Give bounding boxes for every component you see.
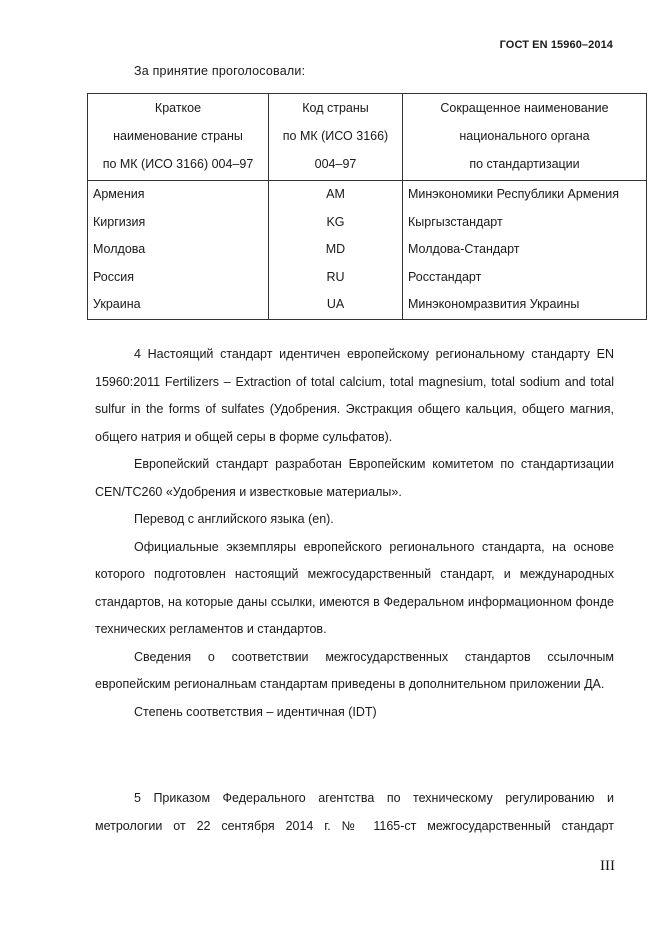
- cell-national-body: Росстандарт: [403, 264, 647, 292]
- table-header-row: [88, 94, 647, 181]
- cell-national-body: Минэкономразвития Украины: [403, 291, 647, 319]
- header-national-body: Сокращенное наименование национального органа по стандартизации: [403, 94, 647, 181]
- section-4: [95, 341, 614, 726]
- paragraph-official-copies: Официальные экземпляры европейского регионального стандарта, на основе которого подготовлен настоящий межгосударственный стандарт, и международных стандартов, на которые даны ссылки, имеются в Федеральном информационном фонде технических регламентов и стандартов.: [95, 539, 614, 636]
- page-number: III: [600, 858, 615, 874]
- voting-intro: За принятие проголосовали:: [134, 64, 306, 78]
- header-country-code: Код страны по МК (ИСО 3166) 004–97: [269, 94, 403, 181]
- cell-national-body: Минэкономики Республики Армения: [403, 181, 647, 209]
- paragraph-translation: Перевод с английского языка (en).: [134, 512, 334, 526]
- cell-country: Украина: [88, 291, 269, 319]
- document-code-header: ГОСТ EN 15960–2014: [499, 39, 613, 51]
- cell-code: AM: [269, 181, 403, 209]
- cell-national-body: Молдова-Стандарт: [403, 236, 647, 264]
- cell-country: Молдова: [88, 236, 269, 264]
- cell-code: KG: [269, 209, 403, 237]
- voting-table: [87, 93, 647, 320]
- section-5: [95, 785, 614, 840]
- paragraph-degree-of-conformity: Степень соответствия – идентичная (IDT): [134, 704, 377, 719]
- table-row: [88, 209, 647, 237]
- paragraph-european-committee: Европейский стандарт разработан Европейским комитетом по стандартизации CEN/TC260 «Удобрения и известковые материалы».: [95, 457, 614, 499]
- cell-country: Россия: [88, 264, 269, 292]
- table-row: [88, 264, 647, 292]
- cell-country: Киргизия: [88, 209, 269, 237]
- paragraph-correspondence: Сведения о соответствии межгосударственных стандартов ссылочным европейским регионалньам стандартам приведены в дополнительном приложении ДА.: [95, 649, 614, 691]
- cell-national-body: Кыргызстандарт: [403, 209, 647, 237]
- cell-country: Армения: [88, 181, 269, 209]
- cell-code: UA: [269, 291, 403, 319]
- paragraph-order: 5 Приказом Федерального агентства по техническому регулированию и метрологии от 22 сентября 2014 г. № 1165-ст межгосударственный стандарт: [95, 791, 614, 833]
- table-row: [88, 181, 647, 209]
- header-country-name: Краткое наименование страны по МК (ИСО 3166) 004–97: [88, 94, 269, 181]
- voting-table-wrapper: [87, 93, 646, 320]
- cell-code: MD: [269, 236, 403, 264]
- table-row: [88, 236, 647, 264]
- cell-code: RU: [269, 264, 403, 292]
- table-row: [88, 291, 647, 319]
- paragraph-standard-identity: 4 Настоящий стандарт идентичен европейскому региональному стандарту EN 15960:2011 Fertilizers – Extraction of total calcium, total magnesium, total sodium and total sulfur in the forms of sulfates (Удобрения. Экстракция общего кальция, общего магния, общего натрия и общей серы в форме сульфатов).: [95, 347, 614, 444]
